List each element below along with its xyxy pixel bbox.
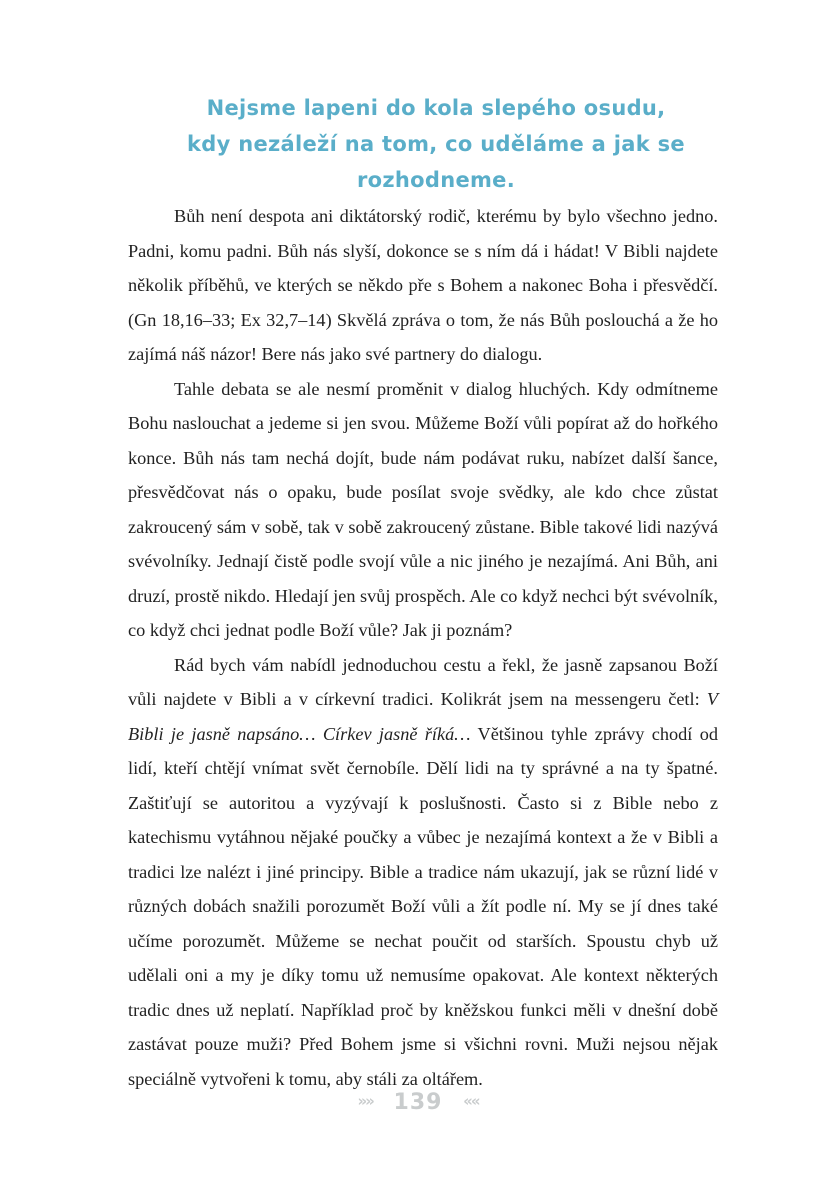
paragraph-3-italic-quote: V Bibli je jasně napsáno… Církev jasně říká…	[128, 689, 718, 744]
pull-quote	[130, 90, 742, 198]
page-footer	[0, 1086, 836, 1118]
folio-right-ornament: ««	[463, 1092, 479, 1110]
paragraph-3-text-after: Většinou tyhle zprávy chodí od lidí, kteří chtějí vnímat svět černobíle. Dělí lidi na ty správné a na ty špatné. Zaštiťují se autoritou a vyzývají k poslušnosti. Často si z Bible nebo z katechismu vytáhnou nějaké poučky a vůbec je nezajímá kontext a že v Bibli a tradici lze nalézt i jiné principy. Bible a tradice nám ukazují, jak se různí lidé v různých dobách snažili porozumět Boží vůli a žít podle ní. My se jí dnes také učíme porozumět. Můžeme se nechat poučit od starších. Spoustu chyb už udělali oni a my je díky tomu už nemusíme opakovat. Ale kontext některých tradic dnes už neplatí. Například proč by kněžskou funkci měli v dnešní době zastávat pouze muži? Před Bohem jsme si všichni rovni. Muži nejsou nějak speciálně vytvořeni k tomu, aby stáli za oltářem.	[128, 723, 718, 1089]
pull-quote-line-1: Nejsme lapeni do kola slepého osudu,	[206, 96, 666, 120]
paragraph-3-text-before: Rád bych vám nabídl jednoduchou cestu a řekl, že jasně zapsanou Boží vůli najdete v Bibli a v církevní tradici. Kolikrát jsem na messengeru četl:	[128, 654, 718, 709]
page-number: 139	[393, 1090, 443, 1115]
paragraph-2: Tahle debata se ale nesmí proměnit v dialog hluchých. Kdy odmítneme Bohu naslouchat a jedeme si jen svou. Můžeme Boží vůli popírat až do hořkého konce. Bůh nás tam nechá dojít, bude nám podávat ruku, nabízet další šance, přesvědčovat nás o opaku, bude posílat svoje svědky, ale kdo chce zůstat zakroucený sám v sobě, tak v sobě zakroucený zůstane. Bible takové lidi nazývá svévolníky. Jednají čistě podle svojí vůle a nic jiného je nezajímá. Ani Bůh, ani druzí, prostě nikdo. Hledají jen svůj prospěch. Ale co když nechci být svévolník, co když chci jednat podle Boží vůle? Jak ji poznám?	[128, 378, 718, 640]
body-text	[128, 199, 718, 1096]
paragraph-1: Bůh není despota ani diktátorský rodič, kterému by bylo všechno jedno. Padni, komu padni. Bůh nás slyší, dokonce se s ním dá i hádat! V Bibli najdete několik příběhů, ve kterých se někdo pře s Bohem a nakonec Boha i přesvědčí. (Gn 18,16–33; Ex 32,7–14) Skvělá zpráva o tom, že nás Bůh poslouchá a že ho zajímá náš názor! Bere nás jako své partnery do dialogu.	[128, 206, 718, 364]
pull-quote-line-2: kdy nezáleží na tom, co uděláme a jak se rozhodneme.	[187, 132, 685, 192]
folio-left-ornament: »»	[357, 1092, 373, 1110]
paragraph-3	[128, 648, 718, 1097]
